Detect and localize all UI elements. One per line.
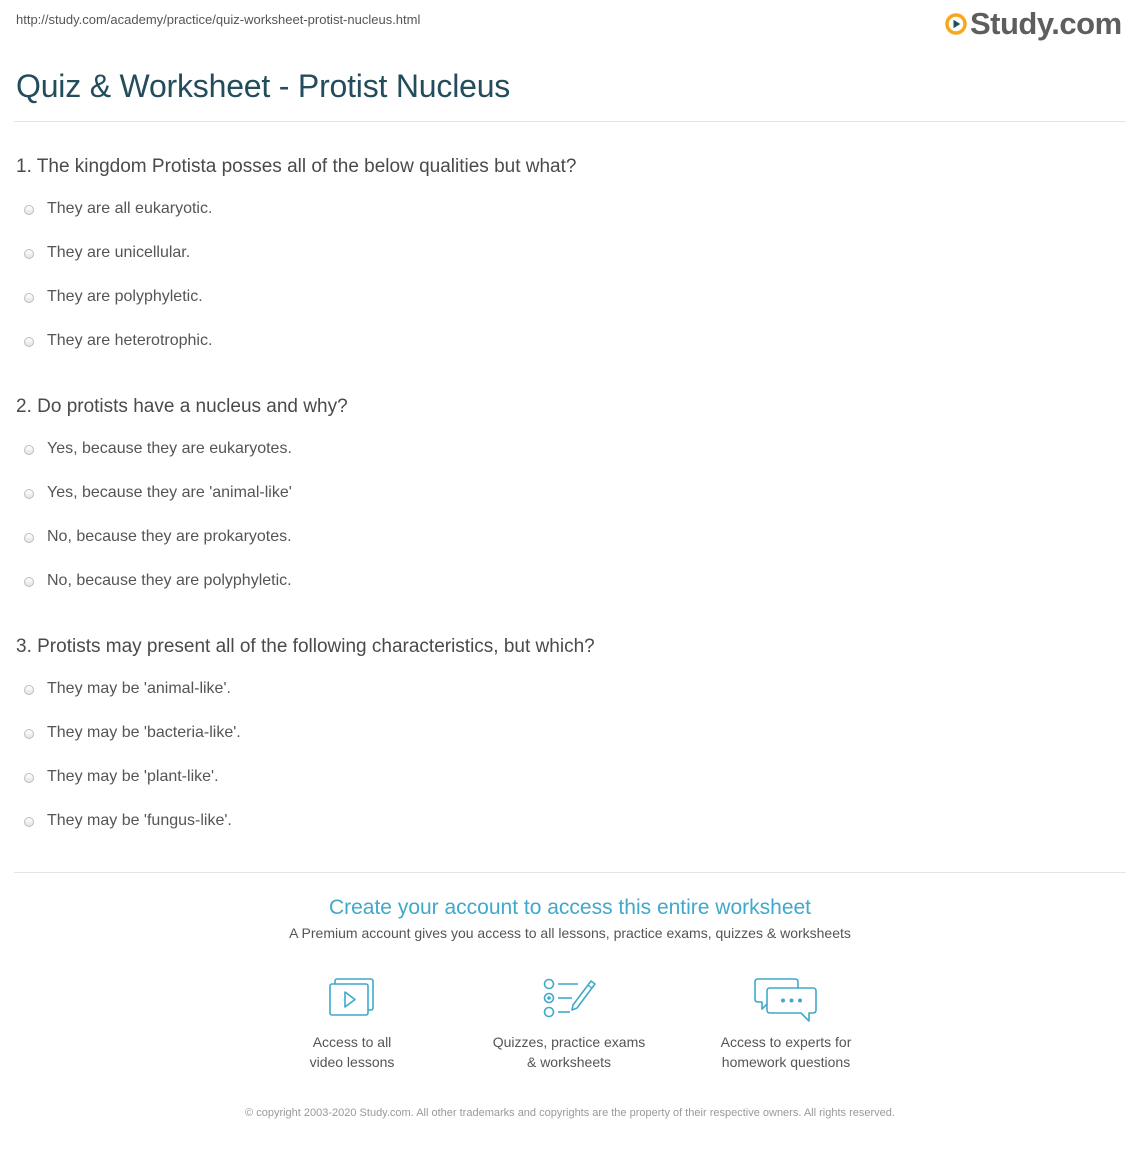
feature-label: [479, 1032, 659, 1072]
question-1: [16, 154, 1116, 364]
feature-label-line1: Quizzes, practice exams: [492, 1034, 646, 1050]
copyright-notice: © copyright 2003-2020 Study.com. All other trademarks and copyrights are the property of their respective owners. All rights reserved.: [245, 1107, 895, 1119]
page-title: Quiz & Worksheet - Protist Nucleus: [16, 68, 511, 104]
feature-label-line2: video lessons: [309, 1054, 395, 1070]
quiz-checklist-icon: [540, 975, 598, 1021]
answer-option[interactable]: [16, 712, 1116, 756]
feature-label-line2: homework questions: [721, 1054, 851, 1070]
answer-options: [16, 668, 1116, 844]
answer-label: They are all eukaryotic.: [47, 200, 213, 217]
answer-label: They may be 'animal-like'.: [47, 680, 231, 697]
question-2: [16, 394, 1116, 604]
feature-label-line2: & worksheets: [526, 1054, 612, 1070]
feature-experts: [686, 975, 886, 1072]
question-text: 3. Protists may present all of the following characteristics, but which?: [16, 636, 595, 657]
answer-label: They are unicellular.: [47, 244, 191, 261]
answer-label: Yes, because they are 'animal-like': [47, 484, 292, 501]
radio-button[interactable]: [24, 249, 34, 259]
feature-label: [696, 1032, 876, 1072]
feature-label: [262, 1032, 442, 1072]
logo-text: Study.com: [970, 6, 1122, 41]
radio-button[interactable]: [24, 293, 34, 303]
radio-button[interactable]: [24, 817, 34, 827]
answer-option[interactable]: [16, 276, 1116, 320]
question-3: [16, 634, 1116, 844]
play-circle-icon: [945, 13, 967, 35]
radio-button[interactable]: [24, 489, 34, 499]
create-account-link[interactable]: Create your account to access this entire worksheet: [328, 896, 812, 919]
study-logo[interactable]: [945, 4, 1122, 44]
cta-subtitle: A Premium account gives you access to all lessons, practice exams, quizzes & worksheets: [289, 925, 851, 941]
answer-option[interactable]: [16, 560, 1116, 604]
radio-button[interactable]: [24, 773, 34, 783]
radio-button[interactable]: [24, 445, 34, 455]
radio-button[interactable]: [24, 729, 34, 739]
answer-label: They may be 'plant-like'.: [47, 768, 219, 785]
page-url: http://study.com/academy/practice/quiz-worksheet-protist-nucleus.html: [16, 12, 421, 27]
feature-label-line1: Access to all: [312, 1034, 392, 1050]
answer-option[interactable]: [16, 516, 1116, 560]
answer-label: No, because they are polyphyletic.: [47, 572, 292, 589]
answer-label: They are polyphyletic.: [47, 288, 203, 305]
answer-label: No, because they are prokaryotes.: [47, 528, 292, 545]
answer-label: They are heterotrophic.: [47, 332, 213, 349]
answer-label: Yes, because they are eukaryotes.: [47, 440, 292, 457]
radio-button[interactable]: [24, 337, 34, 347]
feature-video-lessons: [252, 975, 452, 1072]
answer-option[interactable]: [16, 472, 1116, 516]
answer-option[interactable]: [16, 668, 1116, 712]
answer-label: They may be 'bacteria-like'.: [47, 724, 241, 741]
answer-label: They may be 'fungus-like'.: [47, 812, 232, 829]
video-lessons-icon: [326, 975, 378, 1021]
answer-options: [16, 428, 1116, 604]
chat-bubbles-icon: [753, 975, 819, 1025]
radio-button[interactable]: [24, 577, 34, 587]
question-text: 1. The kingdom Protista posses all of the below qualities but what?: [16, 156, 577, 177]
answer-option[interactable]: [16, 428, 1116, 472]
feature-quizzes: [469, 975, 669, 1072]
answer-option[interactable]: [16, 232, 1116, 276]
radio-button[interactable]: [24, 533, 34, 543]
answer-option[interactable]: [16, 188, 1116, 232]
answer-option[interactable]: [16, 320, 1116, 364]
feature-label-line1: Access to experts for: [720, 1034, 852, 1050]
question-text: 2. Do protists have a nucleus and why?: [16, 396, 348, 417]
answer-options: [16, 188, 1116, 364]
answer-option[interactable]: [16, 756, 1116, 800]
radio-button[interactable]: [24, 685, 34, 695]
title-divider: [14, 121, 1126, 122]
radio-button[interactable]: [24, 205, 34, 215]
cta-divider: [14, 872, 1126, 873]
answer-option[interactable]: [16, 800, 1116, 844]
